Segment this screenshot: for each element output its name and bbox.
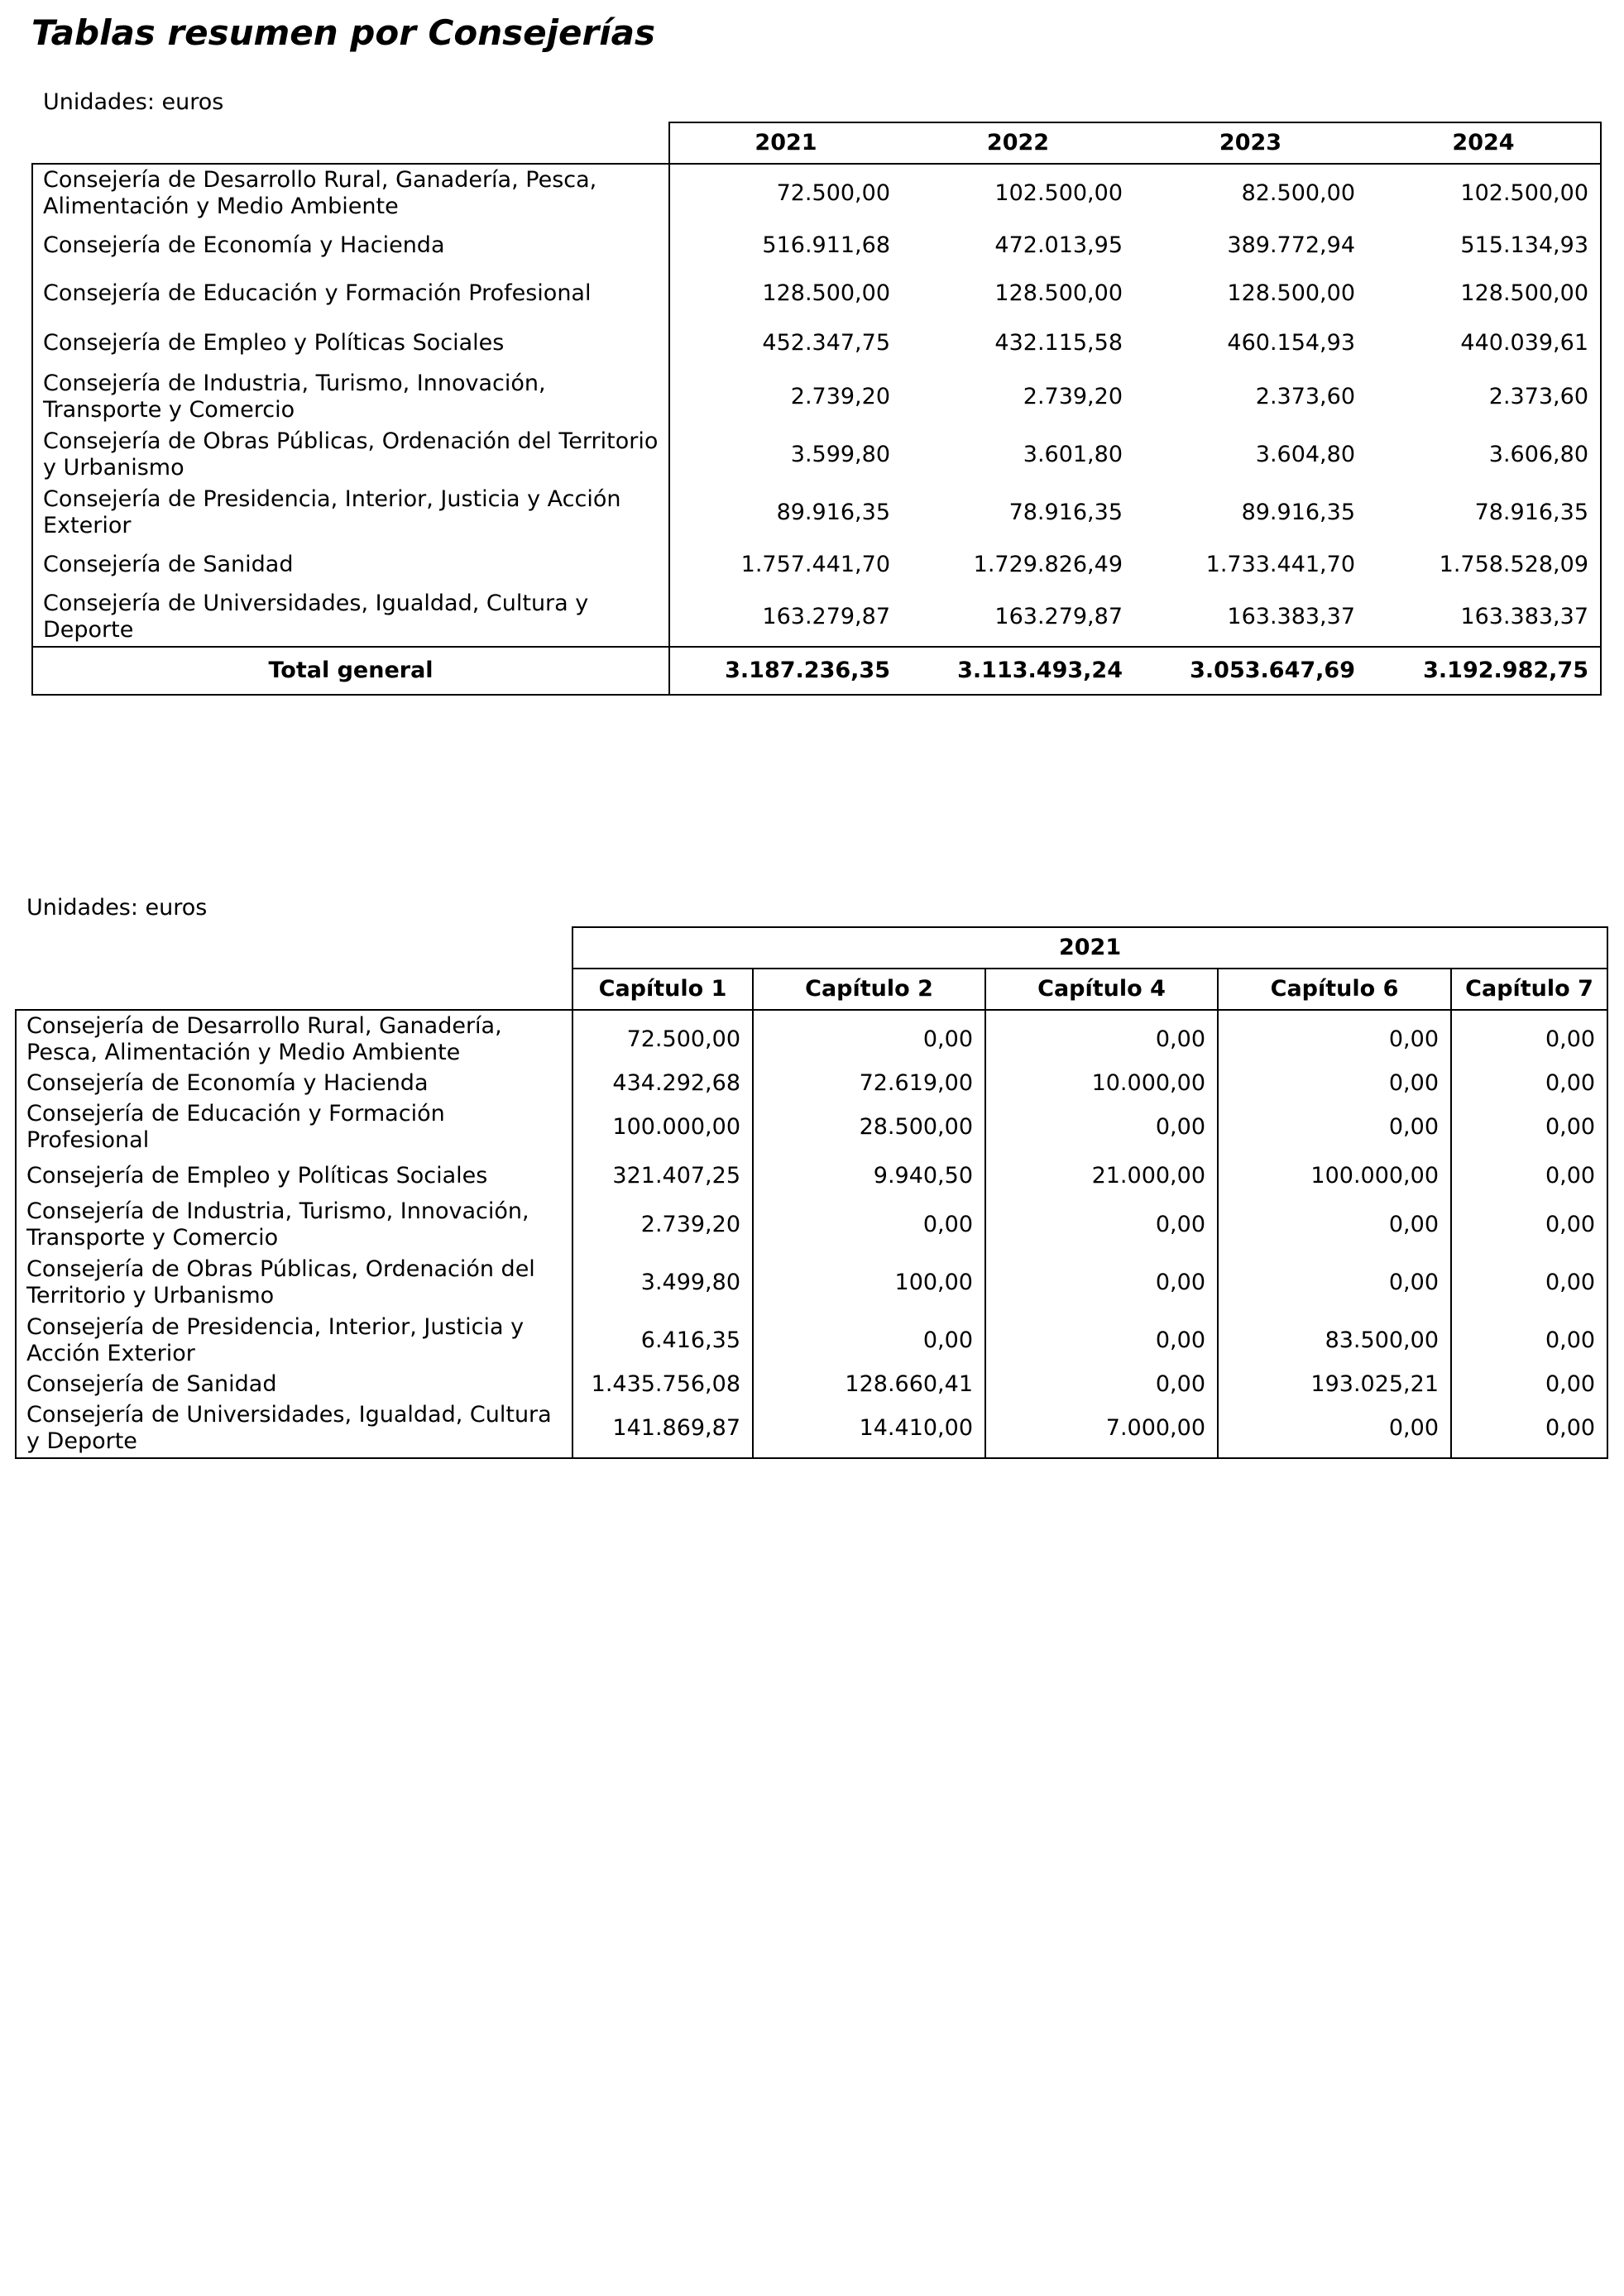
year-header: 2024 — [1367, 122, 1601, 164]
table-row — [16, 1254, 1607, 1312]
amount-cell: 6.416,35 — [572, 1312, 753, 1370]
amount-cell: 440.039,61 — [1367, 318, 1601, 368]
amount-cell: 0,00 — [1218, 1098, 1451, 1156]
amount-cell: 2.373,60 — [1255, 384, 1355, 409]
amount-cell: 89.916,35 — [1241, 500, 1355, 525]
chapters-2021-table — [15, 926, 1608, 1459]
amount-cell: 100,00 — [753, 1254, 985, 1312]
table-row — [16, 1399, 1607, 1458]
consejeria-label: Consejería de Empleo y Políticas Sociales — [32, 318, 669, 368]
table-row — [16, 1069, 1607, 1098]
amount-cell: 2.739,20 — [790, 384, 890, 409]
amount-cell: 0,00 — [753, 1010, 985, 1069]
amount-cell: 1.435.756,08 — [572, 1370, 753, 1399]
amount-cell: 0,00 — [985, 1098, 1218, 1156]
amount-cell: 89.916,35 — [776, 500, 890, 525]
table-row — [32, 318, 1601, 368]
year-header: 2023 — [1134, 122, 1367, 164]
amount-cell: 72.500,00 — [572, 1010, 753, 1069]
table-row — [16, 1370, 1607, 1399]
amount-cell: 0,00 — [1218, 1010, 1451, 1069]
table-row — [32, 542, 1601, 588]
amount-cell: 78.916,35 — [1367, 484, 1601, 542]
amount-cell: 163.279,87 — [762, 604, 890, 629]
table2-year-header: 2021 — [572, 927, 1607, 969]
total-amount-cell: 3.192.982,75 — [1367, 647, 1601, 695]
amount-cell: 9.940,50 — [753, 1156, 985, 1196]
amount-cell: 2.739,20 — [1023, 384, 1123, 409]
consejeria-label: Consejería de Economía y Hacienda — [32, 222, 669, 269]
consejeria-label: Consejería de Educación y Formación Profesional — [16, 1098, 572, 1156]
amount-cell: 472.013,95 — [994, 232, 1123, 258]
amount-cell: 516.911,68 — [762, 232, 890, 258]
amount-cell: 193.025,21 — [1218, 1370, 1451, 1399]
amount-cell: 1.757.441,70 — [740, 552, 890, 577]
amount-cell: 100.000,00 — [572, 1098, 753, 1156]
amount-cell: 163.279,87 — [994, 604, 1123, 629]
consejeria-label: Consejería de Educación y Formación Profesional — [32, 269, 669, 318]
amount-cell: 0,00 — [1451, 1098, 1607, 1156]
table-row — [16, 1156, 1607, 1196]
amount-cell: 0,00 — [1451, 1254, 1607, 1312]
amount-cell: 0,00 — [1451, 1156, 1607, 1196]
amount-cell: 0,00 — [753, 1196, 985, 1254]
consejeria-label: Consejería de Desarrollo Rural, Ganadería, Pesca, Alimentación y Medio Ambiente — [16, 1010, 572, 1069]
amount-cell: 141.869,87 — [572, 1399, 753, 1458]
total-amount-cell: 3.113.493,24 — [902, 647, 1134, 695]
total-label: Total general — [32, 647, 669, 695]
amount-cell: 78.916,35 — [1008, 500, 1123, 525]
consejeria-label: Consejería de Sanidad — [32, 542, 669, 588]
consejeria-label: Consejería de Universidades, Igualdad, Cultura y Deporte — [32, 588, 669, 647]
consejeria-label: Consejería de Industria, Turismo, Innovación, Transporte y Comercio — [32, 368, 669, 426]
total-amount-cell: 3.187.236,35 — [669, 647, 902, 695]
amount-cell: 102.500,00 — [1367, 164, 1601, 222]
table1-units: Unidades: euros — [43, 89, 224, 115]
table-row — [32, 588, 1601, 647]
chapter-header: Capítulo 4 — [985, 969, 1218, 1010]
amount-cell: 0,00 — [1218, 1196, 1451, 1254]
amount-cell: 0,00 — [1218, 1254, 1451, 1312]
consejeria-label: Consejería de Empleo y Políticas Sociales — [16, 1156, 572, 1196]
summary-by-year-table — [31, 122, 1602, 696]
table-row — [32, 269, 1601, 318]
amount-cell: 0,00 — [985, 1010, 1218, 1069]
chapter-header: Capítulo 7 — [1451, 969, 1607, 1010]
amount-cell: 128.500,00 — [1227, 280, 1355, 306]
consejeria-label: Consejería de Desarrollo Rural, Ganadería, Pesca, Alimentación y Medio Ambiente — [32, 164, 669, 222]
amount-cell: 515.134,93 — [1367, 222, 1601, 269]
amount-cell: 0,00 — [985, 1370, 1218, 1399]
amount-cell: 2.739,20 — [572, 1196, 753, 1254]
amount-cell: 0,00 — [1451, 1010, 1607, 1069]
table2-units: Unidades: euros — [26, 895, 208, 921]
consejeria-label: Consejería de Sanidad — [16, 1370, 572, 1399]
total-row — [32, 647, 1601, 695]
year-header: 2021 — [669, 122, 902, 164]
amount-cell: 0,00 — [753, 1312, 985, 1370]
amount-cell: 102.500,00 — [902, 164, 1134, 222]
table-row — [16, 1196, 1607, 1254]
consejeria-label: Consejería de Obras Públicas, Ordenación del Territorio y Urbanismo — [16, 1254, 572, 1312]
amount-cell: 82.500,00 — [1134, 164, 1367, 222]
amount-cell: 0,00 — [1218, 1399, 1451, 1458]
amount-cell: 128.500,00 — [1367, 269, 1601, 318]
amount-cell: 0,00 — [1451, 1312, 1607, 1370]
amount-cell: 7.000,00 — [985, 1399, 1218, 1458]
amount-cell: 28.500,00 — [753, 1098, 985, 1156]
chapter-header: Capítulo 6 — [1218, 969, 1451, 1010]
table-row — [16, 1010, 1607, 1069]
chapter-header: Capítulo 2 — [753, 969, 985, 1010]
table2-header-blank — [16, 969, 572, 1010]
consejeria-label: Consejería de Obras Públicas, Ordenación del Territorio y Urbanismo — [32, 426, 669, 484]
amount-cell: 1.758.528,09 — [1367, 542, 1601, 588]
table1-header-row — [32, 122, 1601, 164]
amount-cell: 163.383,37 — [1367, 588, 1601, 647]
table-row — [16, 1312, 1607, 1370]
table2-chapter-row — [16, 969, 1607, 1010]
amount-cell: 72.500,00 — [669, 164, 902, 222]
amount-cell: 460.154,93 — [1227, 330, 1355, 356]
table-row — [16, 1098, 1607, 1156]
amount-cell: 2.373,60 — [1367, 368, 1601, 426]
amount-cell: 432.115,58 — [994, 330, 1123, 356]
amount-cell: 1.733.441,70 — [1205, 552, 1355, 577]
table-row — [32, 484, 1601, 542]
consejeria-label: Consejería de Economía y Hacienda — [16, 1069, 572, 1098]
table1-header-blank — [32, 122, 669, 164]
amount-cell: 0,00 — [985, 1196, 1218, 1254]
amount-cell: 14.410,00 — [753, 1399, 985, 1458]
chapter-header: Capítulo 1 — [572, 969, 753, 1010]
consejeria-label: Consejería de Universidades, Igualdad, Cultura y Deporte — [16, 1399, 572, 1458]
table2-year-row — [16, 927, 1607, 969]
amount-cell: 72.619,00 — [753, 1069, 985, 1098]
amount-cell: 0,00 — [985, 1312, 1218, 1370]
amount-cell: 321.407,25 — [572, 1156, 753, 1196]
amount-cell: 128.660,41 — [753, 1370, 985, 1399]
amount-cell: 0,00 — [1218, 1069, 1451, 1098]
amount-cell: 21.000,00 — [985, 1156, 1218, 1196]
amount-cell: 3.606,80 — [1367, 426, 1601, 484]
amount-cell: 83.500,00 — [1218, 1312, 1451, 1370]
amount-cell: 100.000,00 — [1218, 1156, 1451, 1196]
amount-cell: 0,00 — [1451, 1196, 1607, 1254]
total-amount-cell: 3.053.647,69 — [1134, 647, 1367, 695]
amount-cell: 163.383,37 — [1227, 604, 1355, 629]
amount-cell: 3.604,80 — [1255, 442, 1355, 467]
year-header: 2022 — [902, 122, 1134, 164]
amount-cell: 128.500,00 — [762, 280, 890, 306]
amount-cell: 389.772,94 — [1227, 232, 1355, 258]
amount-cell: 0,00 — [985, 1254, 1218, 1312]
consejeria-label: Consejería de Presidencia, Interior, Justicia y Acción Exterior — [32, 484, 669, 542]
consejeria-label: Consejería de Industria, Turismo, Innovación, Transporte y Comercio — [16, 1196, 572, 1254]
amount-cell: 10.000,00 — [985, 1069, 1218, 1098]
consejeria-label: Consejería de Presidencia, Interior, Justicia y Acción Exterior — [16, 1312, 572, 1370]
table2-header-blank — [16, 927, 572, 969]
table-row — [32, 368, 1601, 426]
table-row — [32, 222, 1601, 269]
amount-cell: 1.729.826,49 — [973, 552, 1123, 577]
amount-cell: 128.500,00 — [994, 280, 1123, 306]
page-title: Tablas resumen por Consejerías — [31, 12, 655, 53]
amount-cell: 3.601,80 — [1023, 442, 1123, 467]
amount-cell: 3.499,80 — [572, 1254, 753, 1312]
table-row — [32, 164, 1601, 222]
amount-cell: 0,00 — [1451, 1399, 1607, 1458]
amount-cell: 0,00 — [1451, 1069, 1607, 1098]
amount-cell: 434.292,68 — [572, 1069, 753, 1098]
amount-cell: 0,00 — [1451, 1370, 1607, 1399]
amount-cell: 452.347,75 — [762, 330, 890, 356]
table-row — [32, 426, 1601, 484]
amount-cell: 3.599,80 — [790, 442, 890, 467]
